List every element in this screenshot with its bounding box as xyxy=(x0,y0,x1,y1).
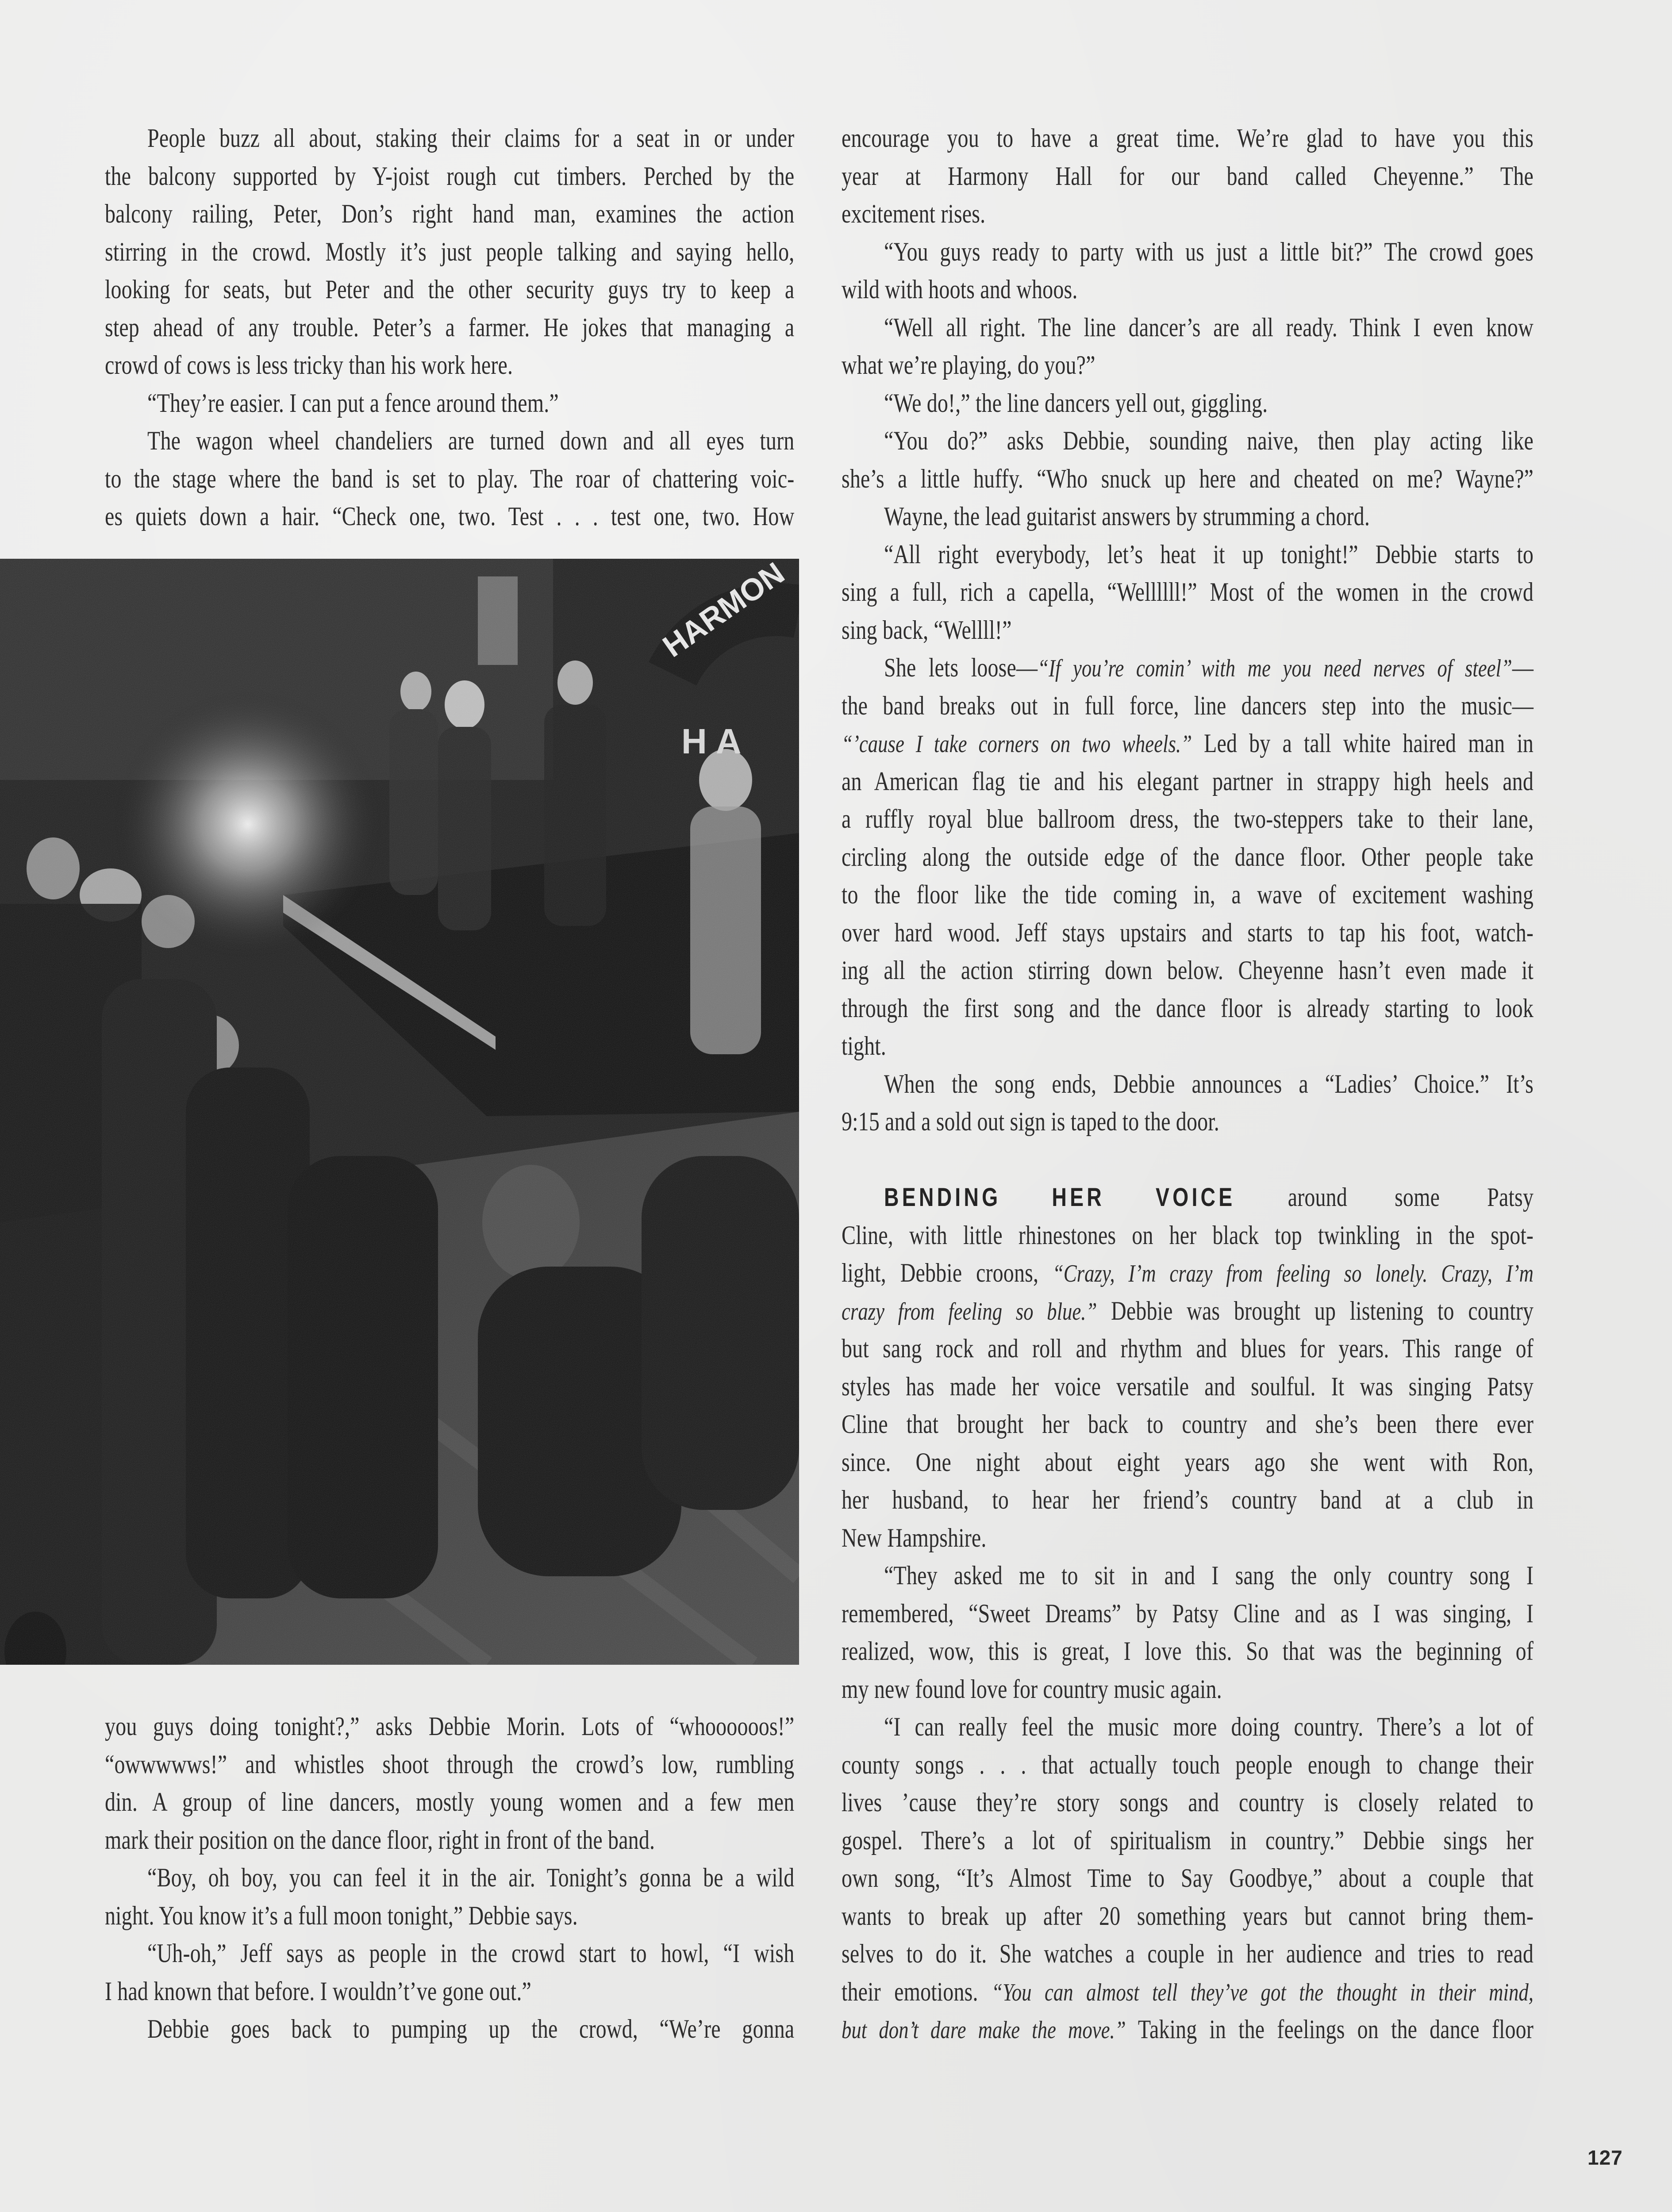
text-line xyxy=(842,536,1534,574)
text-run: their emotions. xyxy=(842,1977,992,2006)
text-line xyxy=(842,1595,1534,1633)
text-run: around some Patsy xyxy=(1240,1183,1534,1212)
text-run: Cline, with little rhinestones on her black top twinkling in the spot- xyxy=(842,1220,1534,1250)
text-run: The wagon wheel chandeliers are turned down and all eyes turn xyxy=(147,426,795,455)
text-run: She lets loose— xyxy=(884,653,1038,682)
text-run: county songs . . . that actually touch people enough to change their xyxy=(842,1750,1534,1779)
text-line xyxy=(842,649,1534,687)
text-line xyxy=(842,346,1534,384)
right-column-text xyxy=(842,119,1534,2049)
italic-quote: “Crazy, I’m crazy from feeling so lonely. Crazy, I’m xyxy=(1052,1260,1534,1287)
text-run: “They asked me to sit in and I sang the only country song I xyxy=(884,1561,1534,1590)
text-run: remembered, “Sweet Dreams” by Patsy Cline and as I was singing, I xyxy=(842,1598,1534,1628)
text-run: night. You know it’s a full moon tonight,” Debbie says. xyxy=(105,1901,578,1930)
text-run: People buzz all about, staking their claims for a seat in or under xyxy=(147,123,795,153)
text-line xyxy=(105,498,794,536)
text-line xyxy=(842,952,1534,990)
left-column-bottom-text xyxy=(105,1708,794,2048)
text-line xyxy=(105,384,794,422)
text-line xyxy=(105,119,794,157)
text-run: sing back, “Wellll!” xyxy=(842,615,1012,645)
text-run: to the stage where the band is set to play. The roar of chattering voic- xyxy=(105,464,795,493)
text-run: an American flag tie and his elegant partner in strappy high heels and xyxy=(842,766,1534,796)
text-line xyxy=(842,1632,1534,1671)
text-run: “All right everybody, let’s heat it up tonight!” Debbie starts to xyxy=(884,539,1534,569)
text-run: the band breaks out in full force, line dancers step into the music— xyxy=(842,691,1534,720)
text-run: wants to break up after 20 something years but cannot bring them- xyxy=(842,1901,1534,1931)
text-run: encourage you to have a great time. We’re glad to have you this xyxy=(842,123,1534,153)
text-run: wild with hoots and whoos. xyxy=(842,275,1078,304)
text-run: what we’re playing, do you?” xyxy=(842,350,1095,380)
text-line xyxy=(842,1481,1534,1519)
text-line xyxy=(842,1973,1534,2011)
text-run: selves to do it. She watches a couple in her audience and tries to read xyxy=(842,1939,1534,1968)
text-line xyxy=(842,1859,1534,1897)
text-run: When the song ends, Debbie announces a “Ladies’ Choice.” It’s xyxy=(884,1069,1534,1098)
text-line xyxy=(105,157,794,196)
text-line xyxy=(842,271,1534,309)
left-column-top-text xyxy=(105,119,794,536)
text-run: “Boy, oh boy, you can feel it in the air. Tonight’s gonna be a wild xyxy=(147,1863,795,1892)
text-run: “owwwwws!” and whistles shoot through the crowd’s low, rumbling xyxy=(105,1749,795,1779)
text-line xyxy=(105,1897,794,1935)
text-line xyxy=(842,876,1534,914)
text-line xyxy=(105,309,794,347)
dance-hall-photo xyxy=(0,559,799,1665)
text-run: “Uh-oh,” Jeff says as people in the crowd start to howl, “I wish xyxy=(147,1939,795,1968)
text-run: year at Harmony Hall for our band called Cheyenne.” The xyxy=(842,161,1534,191)
text-run: balcony railing, Peter, Don’s right hand man, examines the action xyxy=(105,199,795,228)
text-line xyxy=(842,914,1534,952)
text-line xyxy=(842,1406,1534,1444)
text-line xyxy=(105,1935,794,1973)
text-line xyxy=(842,384,1534,422)
text-line xyxy=(105,1746,794,1784)
text-line xyxy=(842,838,1534,876)
text-line xyxy=(842,1444,1534,1482)
text-run: circling along the outside edge of the dance floor. Other people take xyxy=(842,842,1534,872)
text-line xyxy=(842,1027,1534,1065)
text-line xyxy=(842,1368,1534,1406)
text-run: you guys doing tonight?,” asks Debbie Morin. Lots of “whoooooos!” xyxy=(105,1712,795,1741)
text-line xyxy=(842,1179,1534,1217)
photo-graphic xyxy=(0,559,799,1665)
text-run: she’s a little huffy. “Who snuck up here and cheated on me? Wayne?” xyxy=(842,464,1534,493)
text-run: stirring in the crowd. Mostly it’s just people talking and saying hello, xyxy=(105,237,795,266)
text-run: excitement rises. xyxy=(842,199,986,228)
text-line xyxy=(842,157,1534,196)
text-line xyxy=(842,573,1534,611)
text-line xyxy=(842,1519,1534,1557)
text-run: looking for seats, but Peter and the other security guys try to keep a xyxy=(105,275,795,304)
text-run: — xyxy=(1512,653,1534,682)
text-line xyxy=(842,1217,1534,1255)
text-line xyxy=(842,2011,1534,2049)
text-run: Wayne, the lead guitarist answers by strumming a chord. xyxy=(884,502,1370,531)
text-run: “You guys ready to party with us just a little bit?” The crowd goes xyxy=(884,237,1534,266)
page-number: 127 xyxy=(1587,2146,1623,2169)
text-run: “I can really feel the music more doing country. There’s a lot of xyxy=(884,1712,1534,1741)
text-run: “You do?” asks Debbie, sounding naive, then play acting like xyxy=(884,426,1534,455)
text-line xyxy=(842,1746,1534,1784)
text-line xyxy=(842,1708,1534,1746)
text-line xyxy=(842,309,1534,347)
text-run: sing a full, rich a capella, “Wellllll!” Most of the women in the crowd xyxy=(842,577,1534,607)
text-line xyxy=(842,1103,1534,1141)
text-run: a ruffly royal blue ballroom dress, the two-steppers take to their lane, xyxy=(842,804,1534,833)
text-line xyxy=(842,1897,1534,1936)
text-run: light, Debbie croons, xyxy=(842,1258,1053,1287)
italic-quote: “You can almost tell they’ve got the thought in their mind, xyxy=(992,1978,1534,2006)
italic-quote: “If you’re comin’ with me you need nerves of steel” xyxy=(1038,655,1512,682)
text-line xyxy=(842,800,1534,838)
italic-quote: crazy from feeling so blue.” xyxy=(842,1298,1097,1325)
text-line xyxy=(842,1292,1534,1330)
text-line xyxy=(842,1671,1534,1709)
text-run: since. One night about eight years ago she went with Ron, xyxy=(842,1447,1534,1477)
text-run: styles has made her voice versatile and soulful. It was singing Patsy xyxy=(842,1371,1534,1401)
text-run: I had known that before. I wouldn’t’ve gone out.” xyxy=(105,1976,532,2006)
text-run: tight. xyxy=(842,1031,886,1060)
italic-quote: “’cause I take corners on two wheels.” xyxy=(842,730,1192,758)
text-line xyxy=(842,763,1534,801)
text-run: New Hampshire. xyxy=(842,1523,987,1552)
text-run: Cline that brought her back to country and she’s been there ever xyxy=(842,1409,1534,1439)
text-line xyxy=(842,195,1534,233)
text-line xyxy=(842,1065,1534,1103)
text-line xyxy=(842,1557,1534,1595)
text-run: “Well all right. The line dancer’s are all ready. Think I even know xyxy=(884,312,1534,342)
text-line xyxy=(105,233,794,271)
text-line xyxy=(105,1708,794,1746)
text-run: but sang rock and roll and rhythm and blues for years. This range of xyxy=(842,1334,1534,1363)
italic-quote: but don’t dare make the move.” xyxy=(842,2016,1126,2044)
text-line xyxy=(842,1822,1534,1860)
text-line xyxy=(842,725,1534,763)
text-run: Led by a tall white haired man in xyxy=(1192,729,1534,758)
text-line xyxy=(105,195,794,233)
text-run: “We do!,” the line dancers yell out, giggling. xyxy=(884,388,1268,418)
text-line xyxy=(105,346,794,384)
text-run: “They’re easier. I can put a fence around them.” xyxy=(147,388,559,418)
text-run: es quiets down a hair. “Check one, two. Test . . . test one, two. How xyxy=(105,502,795,531)
text-run: over hard wood. Jeff stays upstairs and starts to tap his foot, watch- xyxy=(842,918,1534,947)
text-line xyxy=(842,1784,1534,1822)
text-run: gospel. There’s a lot of spiritualism in country.” Debbie sings her xyxy=(842,1825,1534,1855)
text-run: through the first song and the dance floor is already starting to look xyxy=(842,993,1534,1023)
text-line xyxy=(105,2010,794,2048)
text-line xyxy=(105,1973,794,2011)
text-line xyxy=(842,1330,1534,1368)
text-line xyxy=(105,1821,794,1859)
text-run: to the floor like the tide coming in, a wave of excitement washing xyxy=(842,880,1534,909)
text-line xyxy=(105,460,794,498)
text-line xyxy=(105,1783,794,1821)
text-run: 9:15 and a sold out sign is taped to the door. xyxy=(842,1107,1219,1136)
section-break xyxy=(842,1141,1534,1179)
text-line xyxy=(842,460,1534,498)
text-run: Debbie was brought up listening to country xyxy=(1097,1296,1534,1325)
text-line xyxy=(842,119,1534,157)
text-run: her husband, to hear her friend’s country band at a club in xyxy=(842,1485,1534,1514)
text-line xyxy=(842,498,1534,536)
text-line xyxy=(842,1935,1534,1973)
text-line xyxy=(842,611,1534,649)
text-line xyxy=(105,271,794,309)
text-run: realized, wow, this is great, I love this. So that was the beginning of xyxy=(842,1636,1534,1666)
text-run: ing all the action stirring down below. Cheyenne hasn’t even made it xyxy=(842,956,1534,985)
text-run: crowd of cows is less tricky than his work here. xyxy=(105,350,513,380)
film-grain xyxy=(0,559,799,1665)
text-run: own song, “It’s Almost Time to Say Goodbye,” about a couple that xyxy=(842,1863,1534,1893)
text-line xyxy=(842,422,1534,460)
text-line xyxy=(842,233,1534,271)
text-run: mark their position on the dance floor, right in front of the band. xyxy=(105,1825,655,1855)
text-run: step ahead of any trouble. Peter’s a farmer. He jokes that managing a xyxy=(105,312,795,342)
text-line xyxy=(105,1859,794,1897)
text-line xyxy=(105,422,794,460)
text-line xyxy=(842,687,1534,725)
text-run: Debbie goes back to pumping up the crowd, “We’re gonna xyxy=(147,2014,795,2043)
text-run: Taking in the feelings on the dance floor xyxy=(1126,2015,1534,2044)
section-heading: BENDING HER VOICE xyxy=(884,1183,1236,1212)
text-run: my new found love for country music again. xyxy=(842,1674,1222,1704)
text-line xyxy=(842,990,1534,1028)
text-run: din. A group of line dancers, mostly young women and a few men xyxy=(105,1787,795,1816)
text-run: lives ’cause they’re story songs and country is closely related to xyxy=(842,1788,1534,1817)
text-line xyxy=(842,1254,1534,1292)
text-run: the balcony supported by Y-joist rough cut timbers. Perched by the xyxy=(105,161,795,191)
